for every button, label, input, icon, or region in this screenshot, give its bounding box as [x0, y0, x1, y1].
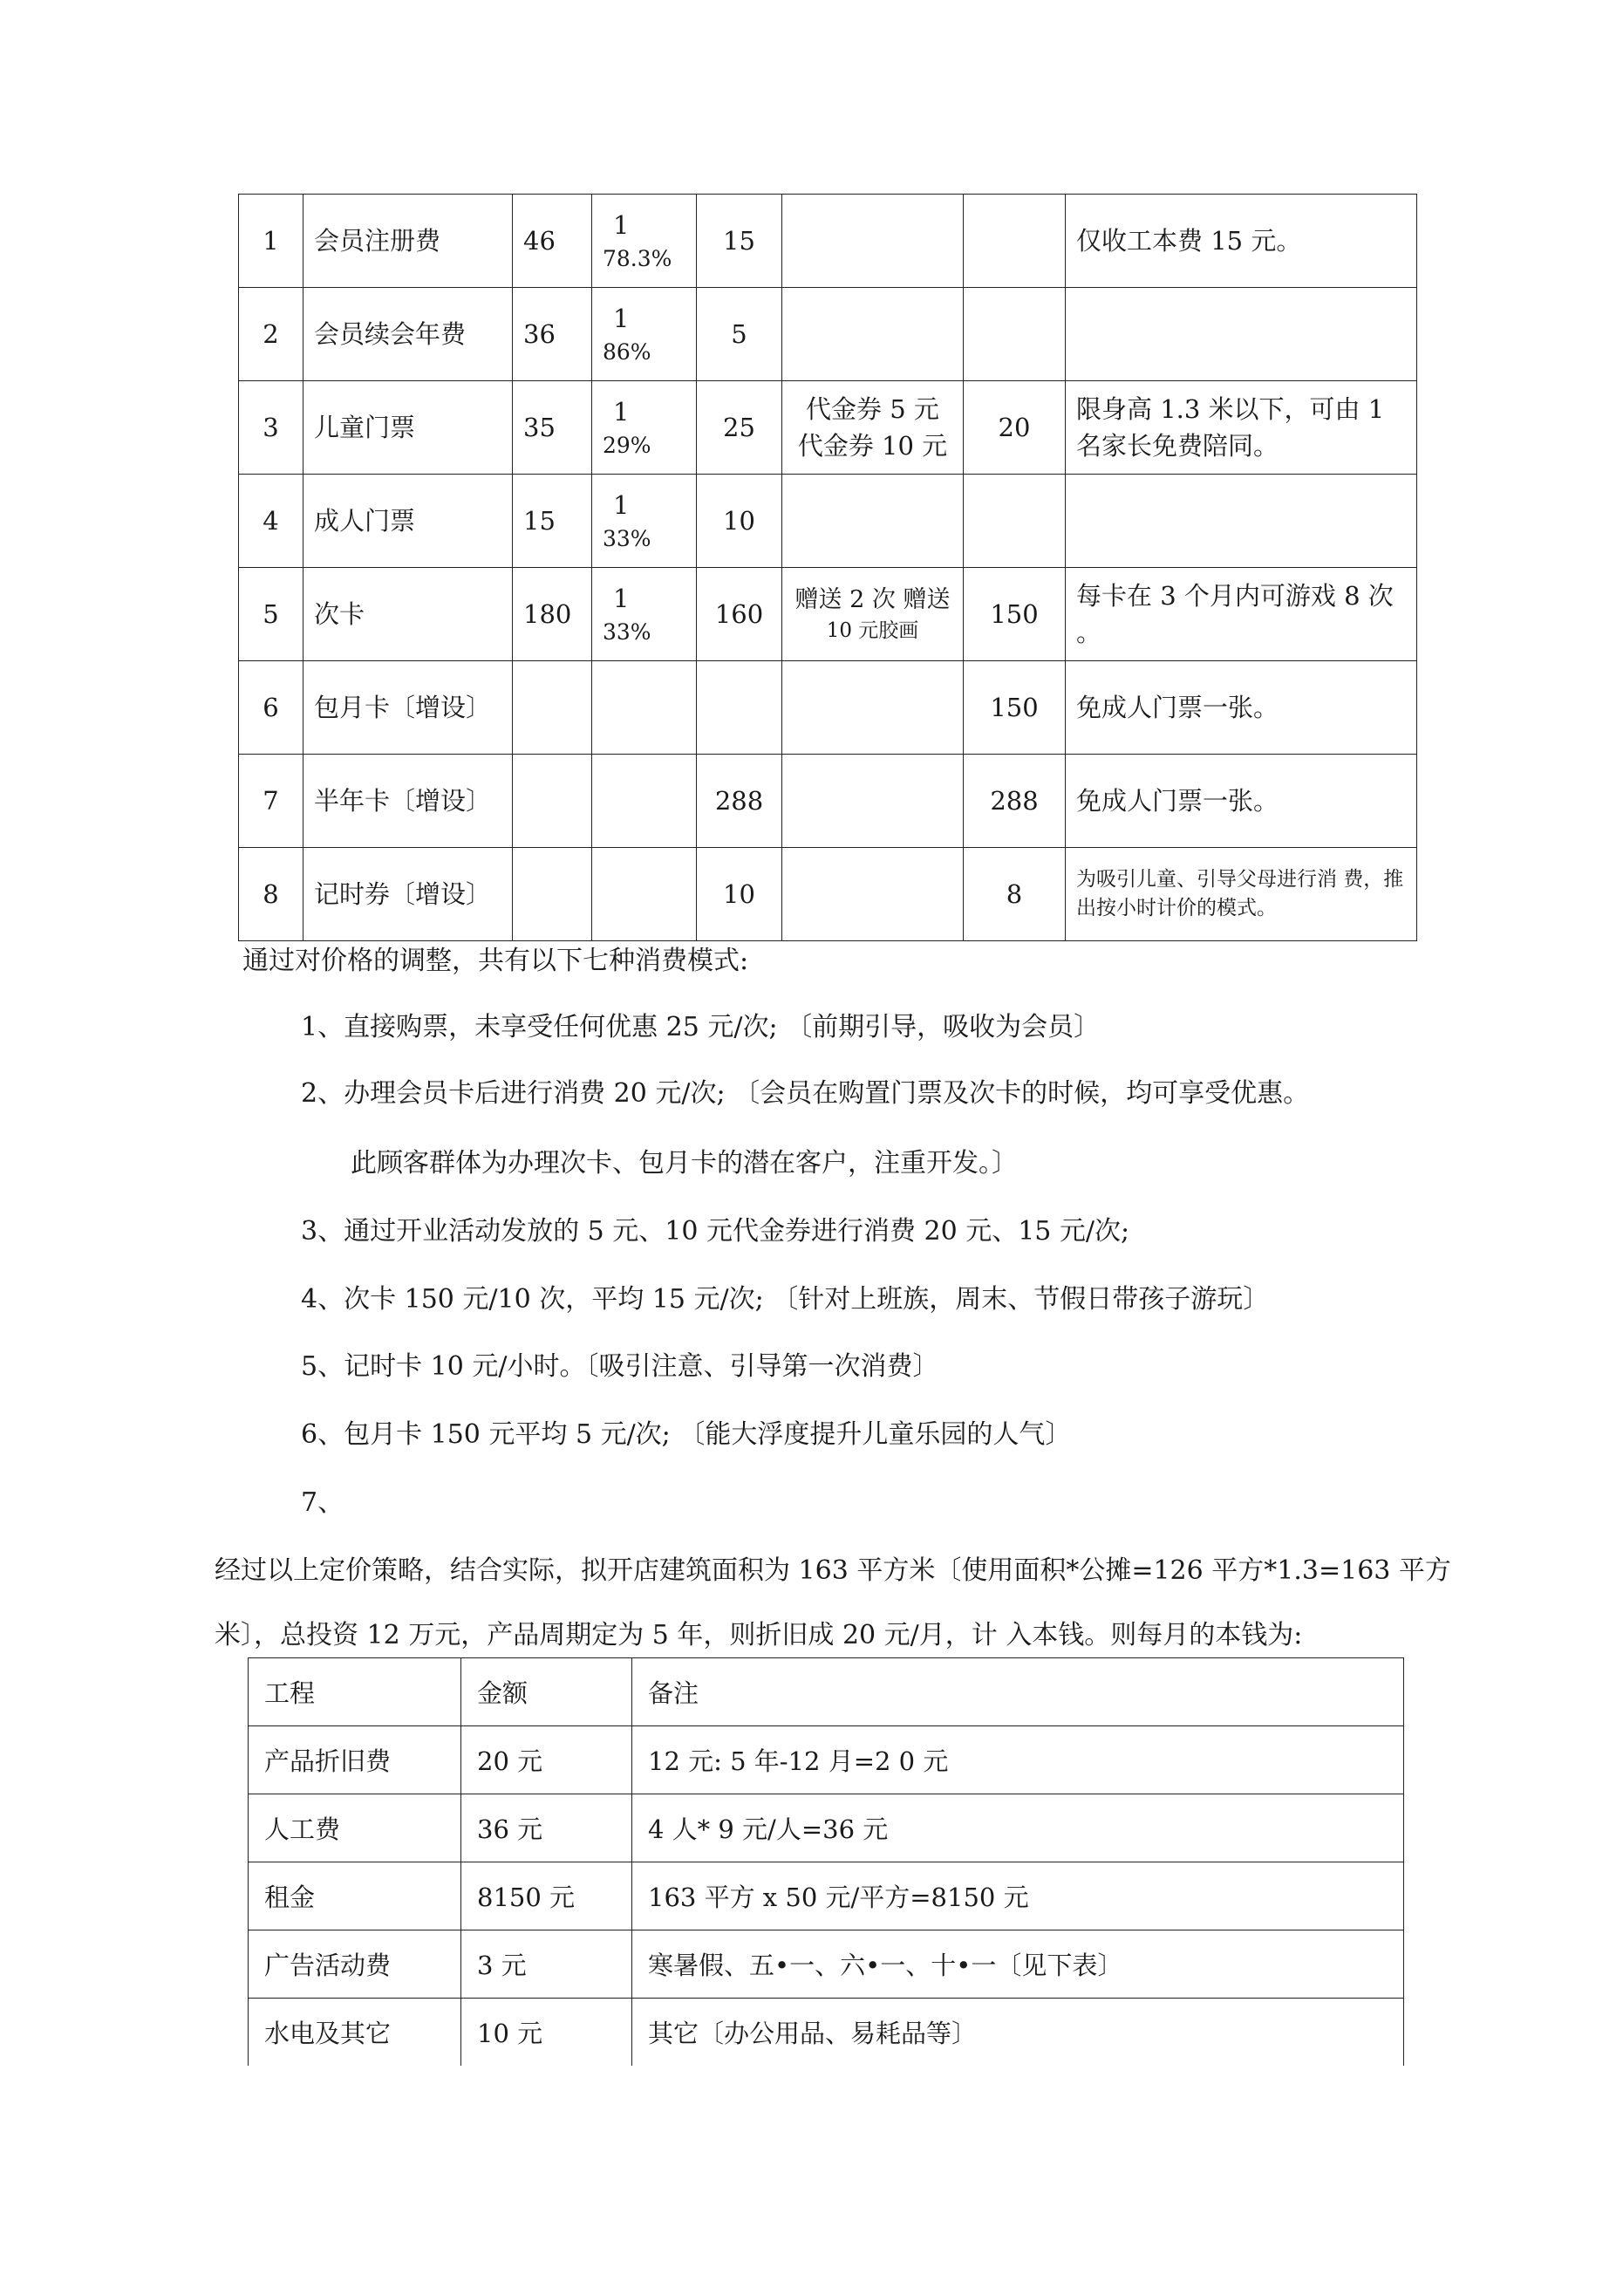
mode-item-7: 7、 — [301, 1487, 344, 1518]
mode-item-4: 4、次卡 150 元/10 次，平均 15 元/次; 〔针对上班族，周末、节假日带孩子游玩〕 — [301, 1284, 1270, 1315]
note: 免成人门票一张。 — [1066, 755, 1417, 848]
member-price: 288 — [697, 755, 782, 848]
price-row — [239, 381, 1417, 475]
row-number: 7 — [239, 755, 303, 848]
intro-text: 通过对价格的调整，共有以下七种消费模式: — [242, 946, 749, 976]
ratio-top: 1 — [613, 303, 630, 333]
cost-amount: 3 元 — [461, 1930, 632, 1999]
discount-ratio — [592, 661, 697, 755]
mode-item-1: 1、直接购票，未享受任何优惠 25 元/次; 〔前期引导，吸收为会员〕 — [301, 1012, 1101, 1042]
cost-table-header — [249, 1658, 1404, 1726]
ratio-bottom: 86% — [603, 338, 651, 365]
price-row — [239, 848, 1417, 941]
row-number: 5 — [239, 568, 303, 661]
cost-row — [249, 1862, 1404, 1930]
note: 为吸引儿童、引导父母进行消 费，推出按小时计价的模式。 — [1066, 848, 1417, 941]
header-item: 工程 — [249, 1658, 461, 1726]
gift-cell — [782, 755, 964, 848]
discount-ratio — [592, 195, 697, 288]
ratio-bottom: 33% — [603, 618, 651, 645]
price-table-body — [239, 195, 1417, 941]
item-name: 会员注册费 — [303, 195, 513, 288]
discount-ratio — [592, 288, 697, 381]
original-price: 180 — [513, 568, 592, 661]
ratio-top: 1 — [613, 209, 630, 240]
cost-table-body — [249, 1726, 1404, 2067]
row-number: 2 — [239, 288, 303, 381]
original-price: 46 — [513, 195, 592, 288]
original-price — [513, 755, 592, 848]
gift-line: 10 元胶画 — [826, 618, 919, 642]
member-price: 15 — [697, 195, 782, 288]
cost-row — [249, 1930, 1404, 1999]
gift-line: 赠送 2 次 赠送 — [794, 585, 951, 613]
cost-item: 水电及其它 — [249, 1999, 461, 2067]
ratio-bottom: 29% — [603, 432, 651, 458]
row-number: 1 — [239, 195, 303, 288]
gift-cell — [782, 568, 964, 661]
cost-amount: 8150 元 — [461, 1862, 632, 1930]
cost-row — [249, 1794, 1404, 1862]
cost-amount: 36 元 — [461, 1794, 632, 1862]
mode-item-2: 2、办理会员卡后进行消费 20 元/次; 〔会员在购置门票及次卡的时候，均可享受优惠。 — [301, 1078, 1310, 1109]
original-price: 15 — [513, 475, 592, 568]
cost-item: 租金 — [249, 1862, 461, 1930]
price-row — [239, 288, 1417, 381]
header-note: 备注 — [632, 1658, 1404, 1726]
note — [1066, 288, 1417, 381]
gift-cell — [782, 288, 964, 381]
original-price: 35 — [513, 381, 592, 475]
price-row — [239, 661, 1417, 755]
ratio-bottom: 78.3% — [603, 245, 672, 271]
gift-cell — [782, 475, 964, 568]
member-price: 10 — [697, 475, 782, 568]
note: 仅收工本费 15 元。 — [1066, 195, 1417, 288]
cost-table — [248, 1657, 1404, 2066]
row-number: 6 — [239, 661, 303, 755]
card-price — [964, 195, 1066, 288]
row-number: 8 — [239, 848, 303, 941]
discount-ratio — [592, 475, 697, 568]
mode-item-6: 6、包月卡 150 元平均 5 元/次; 〔能大浮度提升儿童乐园的人气〕 — [301, 1419, 1072, 1450]
card-price: 20 — [964, 381, 1066, 475]
discount-ratio — [592, 755, 697, 848]
original-price — [513, 661, 592, 755]
item-name: 次卡 — [303, 568, 513, 661]
discount-ratio — [592, 848, 697, 941]
ratio-top: 1 — [613, 396, 630, 427]
price-row — [239, 568, 1417, 661]
note: 免成人门票一张。 — [1066, 661, 1417, 755]
note — [1066, 475, 1417, 568]
header-amount: 金额 — [461, 1658, 632, 1726]
gift-cell — [782, 195, 964, 288]
discount-ratio — [592, 381, 697, 475]
cost-row — [249, 1726, 1404, 1794]
card-price — [964, 475, 1066, 568]
ratio-top: 1 — [613, 583, 630, 613]
item-name: 记时券〔增设〕 — [303, 848, 513, 941]
cost-note: 其它〔办公用品、易耗品等〕 — [632, 1999, 1404, 2067]
card-price: 150 — [964, 568, 1066, 661]
ratio-top: 1 — [613, 489, 630, 520]
original-price — [513, 848, 592, 941]
gift-cell — [782, 381, 964, 475]
original-price: 36 — [513, 288, 592, 381]
cost-note: 4 人* 9 元/人=36 元 — [632, 1794, 1404, 1862]
price-row — [239, 475, 1417, 568]
gift-line: 代金券 5 元 — [806, 393, 939, 424]
item-name: 包月卡〔增设〕 — [303, 661, 513, 755]
card-price: 288 — [964, 755, 1066, 848]
cost-item: 人工费 — [249, 1794, 461, 1862]
mode-item-2-cont: 此顾客群体为办理次卡、包月卡的潜在客户，注重开发。〕 — [351, 1148, 1018, 1179]
cost-note: 寒暑假、五•一、六•一、十•一〔见下表〕 — [632, 1930, 1404, 1999]
cost-note: 163 平方 x 50 元/平方=8150 元 — [632, 1862, 1404, 1930]
item-name: 成人门票 — [303, 475, 513, 568]
cost-item: 产品折旧费 — [249, 1726, 461, 1794]
row-number: 3 — [239, 381, 303, 475]
member-price — [697, 661, 782, 755]
cost-amount: 10 元 — [461, 1999, 632, 2067]
row-number: 4 — [239, 475, 303, 568]
card-price: 8 — [964, 848, 1066, 941]
card-price: 150 — [964, 661, 1066, 755]
price-row — [239, 195, 1417, 288]
cost-item: 广告活动费 — [249, 1930, 461, 1999]
price-row — [239, 755, 1417, 848]
mode-item-3: 3、通过开业活动发放的 5 元、10 元代金券进行消费 20 元、15 元/次; — [301, 1216, 1130, 1247]
member-price: 25 — [697, 381, 782, 475]
summary-line-2: 米〕，总投资 12 万元，产品周期定为 5 年，则折旧成 20 元/月，计 入本钱。则每月的本钱为: — [215, 1620, 1303, 1650]
mode-item-5: 5、记时卡 10 元/小时。〔吸引注意、引导第一次消费〕 — [301, 1351, 939, 1382]
item-name: 半年卡〔增设〕 — [303, 755, 513, 848]
member-price: 10 — [697, 848, 782, 941]
item-name: 会员续会年费 — [303, 288, 513, 381]
price-table — [238, 194, 1417, 941]
card-price — [964, 288, 1066, 381]
gift-cell — [782, 848, 964, 941]
cost-amount: 20 元 — [461, 1726, 632, 1794]
member-price: 160 — [697, 568, 782, 661]
member-price: 5 — [697, 288, 782, 381]
gift-line: 代金券 10 元 — [797, 431, 948, 461]
cost-row — [249, 1999, 1404, 2067]
note: 每卡在 3 个月内可游戏 8 次 。 — [1066, 568, 1417, 661]
ratio-bottom: 33% — [603, 525, 651, 551]
summary-line-1: 经过以上定价策略，结合实际，拟开店建筑面积为 163 平方米〔使用面积*公摊=126 平方*1.3=163 平方 — [215, 1555, 1451, 1586]
discount-ratio — [592, 568, 697, 661]
cost-note: 12 元: 5 年-12 月=2 0 元 — [632, 1726, 1404, 1794]
gift-cell — [782, 661, 964, 755]
item-name: 儿童门票 — [303, 381, 513, 475]
note: 限身高 1.3 米以下，可由 1 名家长免费陪同。 — [1066, 381, 1417, 475]
